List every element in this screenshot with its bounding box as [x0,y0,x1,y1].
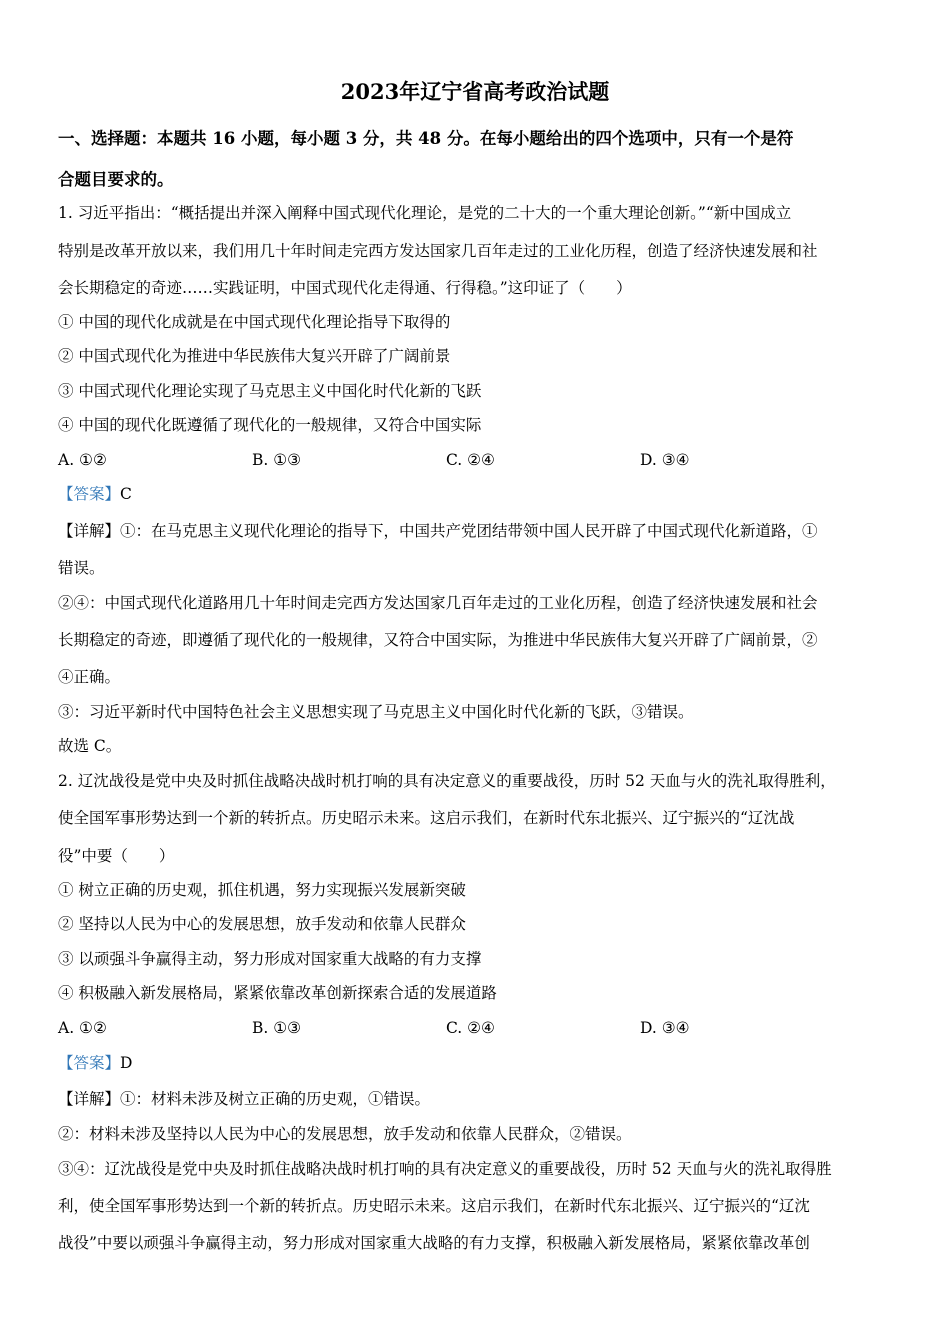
q2-analysis-tag: 【详解】 [58,1090,121,1108]
q1-analysis-tag: 【详解】 [58,522,121,540]
q2-option-d: D. ③④ [640,1019,690,1037]
q1-stem-line-3: 会长期稳定的奇迹……实践证明，中国式现代化走得通、行得稳。”这印证了（ ） [58,279,632,297]
q1-answer-tag: 【答案】 [58,485,121,503]
q1-answer-value: C [120,485,132,503]
q2-stem-line-3: 役”中要（ ） [58,847,175,865]
q1-analysis-line-6: ③：习近平新时代中国特色社会主义思想实现了马克思主义中国化时代化新的飞跃，③错误。 [58,703,694,721]
q1-answer [58,484,888,504]
q1-item-3: ③ 中国式现代化理论实现了马克思主义中国化时代化新的飞跃 [58,382,482,400]
q2-stem-line-2: 使全国军事形势达到一个新的转折点。历史昭示未来。这启示我们，在新时代东北振兴、辽宁振兴的“辽沈战 [58,809,795,827]
q2-answer [58,1053,888,1073]
q1-item-2: ② 中国式现代化为推进中华民族伟大复兴开辟了广阔前景 [58,347,451,365]
q2-answer-value: D [120,1054,133,1072]
q1-option-d: D. ③④ [640,451,690,469]
q1-item-4: ④ 中国的现代化既遵循了现代化的一般规律，又符合中国实际 [58,416,482,434]
q1-analysis-line-7: 故选 C。 [58,737,122,755]
q2-analysis-line-3: ③④：辽沈战役是党中央及时抓住战略决战时机打响的具有决定意义的重要战役，历时 52 天血与火的洗礼取得胜 [58,1160,832,1178]
q1-analysis-line-1: 【详解】①：在马克思主义现代化理论的指导下，中国共产党团结带领中国人民开辟了中国式现代化新道路，① [58,522,818,540]
q1-option-c: C. ②④ [446,451,495,469]
q2-option-a: A. ①② [58,1019,107,1037]
q1-analysis-line-3: ②④：中国式现代化道路用几十年时间走完西方发达国家几百年走过的工业化历程，创造了经济快速发展和社会 [58,594,818,612]
q2-option-b: B. ①③ [252,1019,302,1037]
page-title: 2023年辽宁省高考政治试题 [340,79,610,104]
q2-stem-line-1: 2. 辽沈战役是党中央及时抓住战略决战时机打响的具有决定意义的重要战役，历时 52 天血与火的洗礼取得胜利， [58,772,836,790]
q1-option-b: B. ①③ [252,451,302,469]
q2-item-2: ② 坚持以人民为中心的发展思想，放手发动和依靠人民群众 [58,915,466,933]
q1-analysis-line-5: ④正确。 [58,668,121,686]
q2-analysis-line-2: ②：材料未涉及坚持以人民为中心的发展思想，放手发动和依靠人民群众，②错误。 [58,1125,632,1143]
q2-item-1: ① 树立正确的历史观，抓住机遇，努力实现振兴发展新突破 [58,881,466,899]
section-header-line-2: 合题目要求的。 [58,170,174,189]
q1-analysis-line-2: 错误。 [58,559,105,577]
q2-answer-tag: 【答案】 [58,1054,121,1072]
q1-stem-line-1: 1. 习近平指出：“概括提出并深入阐释中国式现代化理论，是党的二十大的一个重大理论创新。”“新中国成立 [58,204,792,222]
q2-analysis-line-1: 【详解】①：材料未涉及树立正确的历史观，①错误。 [58,1090,431,1108]
q2-analysis-line-4: 利，使全国军事形势达到一个新的转折点。历史昭示未来。这启示我们，在新时代东北振兴、辽宁振兴的“辽沈 [58,1197,810,1215]
q2-item-4: ④ 积极融入新发展格局，紧紧依靠改革创新探索合适的发展道路 [58,984,497,1002]
section-header-line-1: 一、选择题：本题共 16 小题，每小题 3 分，共 48 分。在每小题给出的四个选项中，只有一个是符 [58,129,794,148]
q2-option-c: C. ②④ [446,1019,495,1037]
q1-option-a: A. ①② [58,451,107,469]
q1-analysis-line-4: 长期稳定的奇迹，即遵循了现代化的一般规律，又符合中国实际，为推进中华民族伟大复兴开辟了广阔前景，② [58,631,818,649]
q1-stem-line-2: 特别是改革开放以来，我们用几十年时间走完西方发达国家几百年走过的工业化历程，创造了经济快速发展和社 [58,242,818,260]
q2-item-3: ③ 以顽强斗争赢得主动，努力形成对国家重大战略的有力支撑 [58,950,482,968]
q1-item-1: ① 中国的现代化成就是在中国式现代化理论指导下取得的 [58,313,451,331]
q2-analysis-line-5: 战役”中要以顽强斗争赢得主动，努力形成对国家重大战略的有力支撑，积极融入新发展格局，紧紧依靠改革创 [58,1234,810,1252]
